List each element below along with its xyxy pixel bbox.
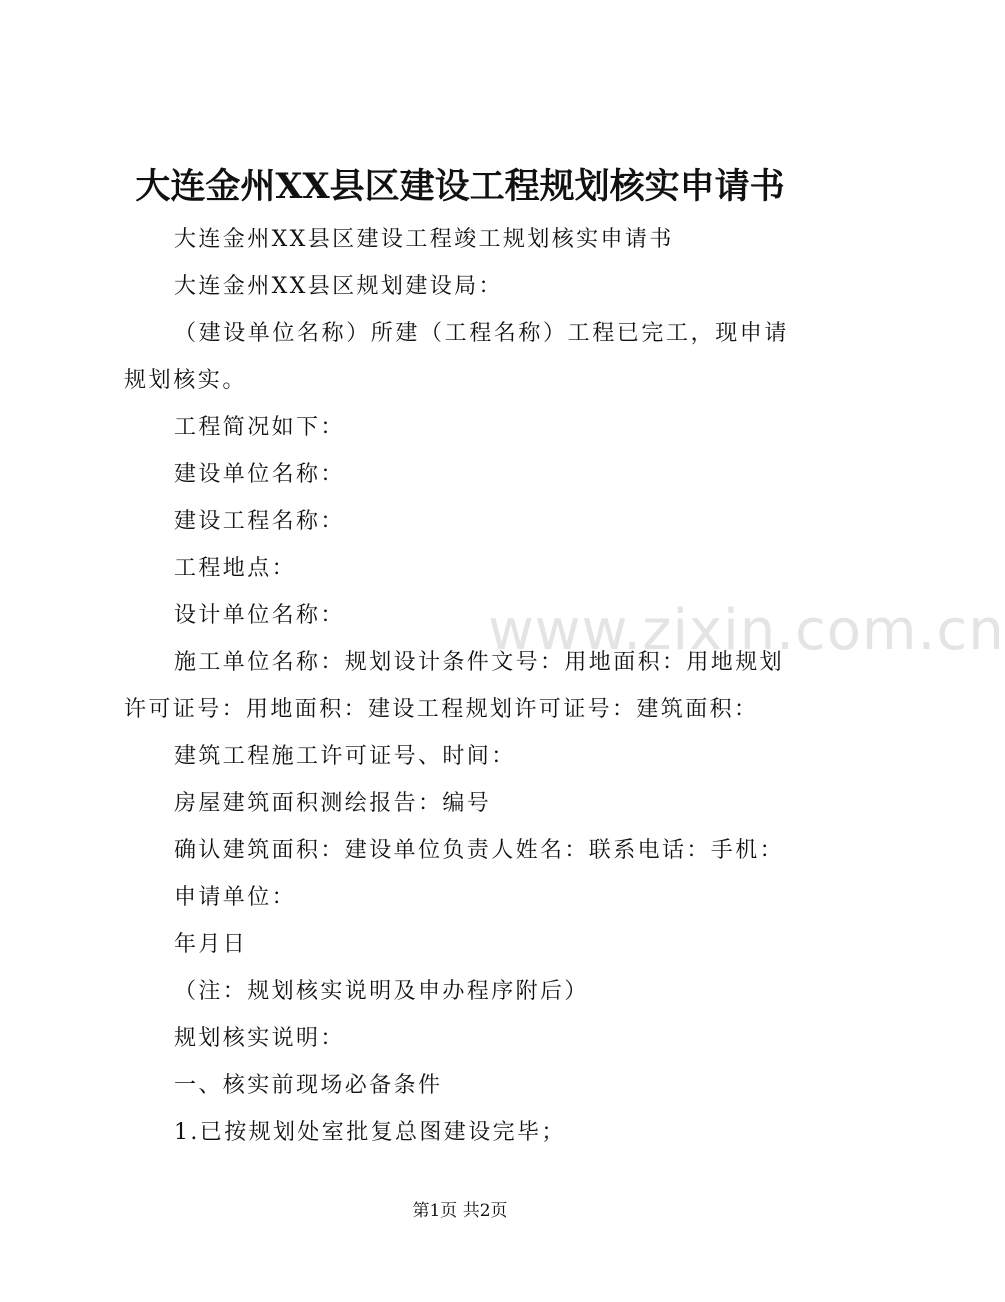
field-project-location: 工程地点： [174,556,297,581]
watermark: www.zixin.com.cn [488,598,1005,663]
paragraph-item-one: 1.已按规划处室批复总图建设完毕； [174,1120,566,1145]
field-design-unit: 设计单位名称： [174,603,345,628]
field-survey-report: 房屋建筑面积测绘报告：编号 [174,791,492,816]
document-title: 大连金州XX县区建设工程规划核实申请书 [135,166,785,207]
paragraph-overview: 工程简况如下： [174,415,345,440]
field-confirmed-area: 确认建筑面积：建设单位负责人姓名：联系电话：手机： [174,838,785,863]
field-permit-number: 建筑工程施工许可证号、时间： [174,744,516,769]
paragraph-explanation-heading: 规划核实说明： [174,1026,345,1051]
field-applicant: 申请单位： [174,885,297,910]
paragraph-subtitle: 大连金州XX县区建设工程竣工规划核实申请书 [174,227,674,252]
paragraph-note: （注：规划核实说明及申办程序附后） [174,979,589,1004]
field-date: 年月日 [174,932,248,957]
field-construction-details: 施工单位名称：规划设计条件文号：用地面积：用地规划许可证号：用地面积：建设工程规划许可证号：建筑面积： [124,650,785,722]
field-project-name: 建设工程名称： [174,509,345,534]
page-footer: 第1页 共2页 [412,1201,508,1221]
field-construction-unit: 建设单位名称： [174,462,345,487]
paragraph-section-one: 一、核实前现场必备条件 [174,1073,443,1098]
document-body [124,216,808,1156]
paragraph-request: （建设单位名称）所建（工程名称）工程已完工，现申请规划核实。 [124,321,790,393]
paragraph-addressee: 大连金州XX县区规划建设局： [174,274,503,299]
